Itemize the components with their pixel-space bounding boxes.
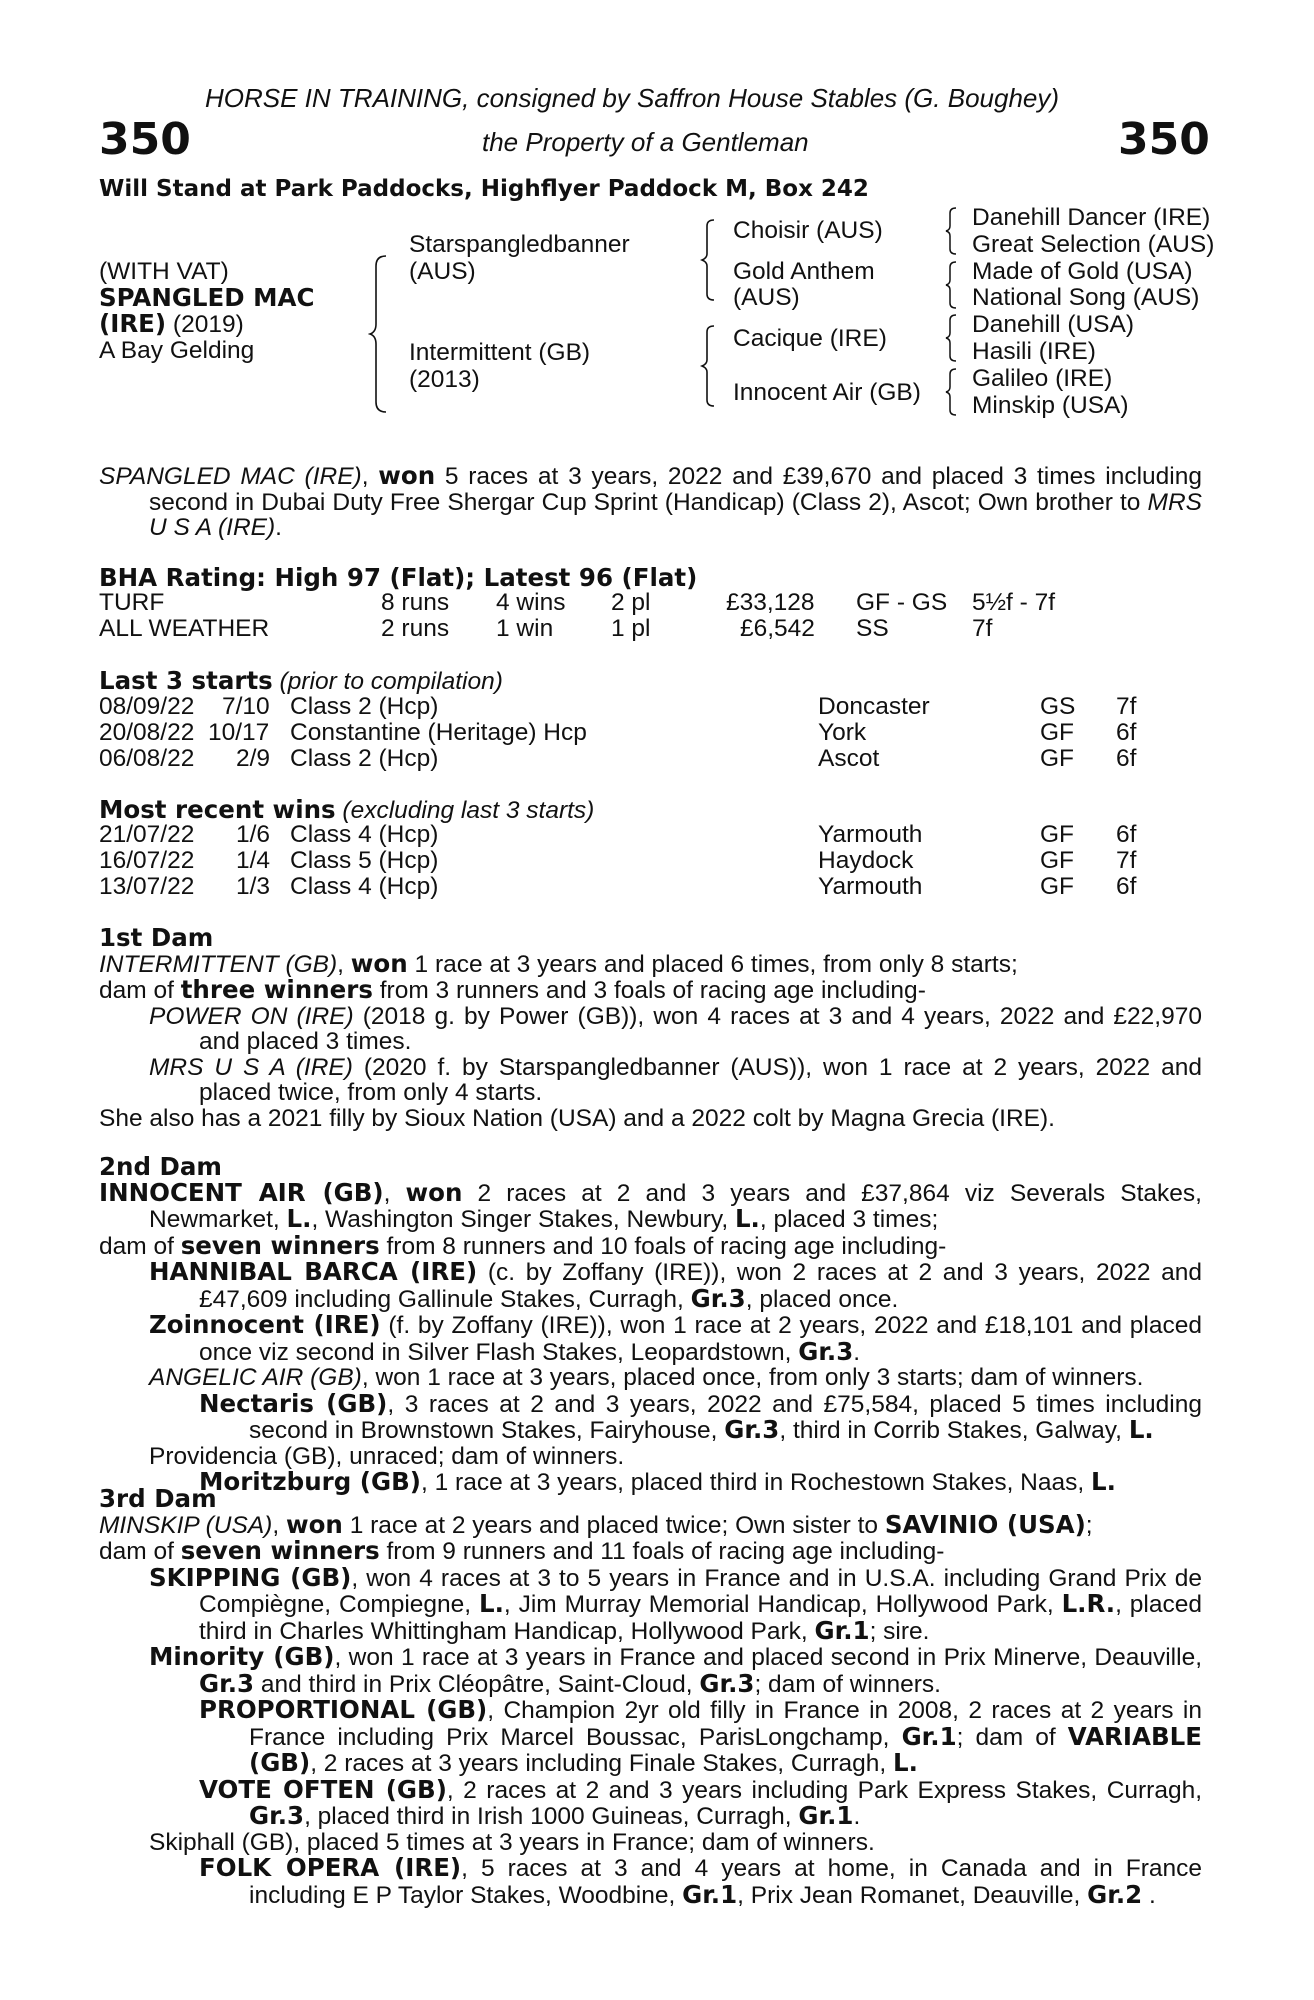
- brace-sire-dam: [368, 254, 398, 414]
- rating-runs: 2 runs: [381, 615, 450, 642]
- start-distance: 6f: [1116, 745, 1137, 772]
- consignment-line: HORSE IN TRAINING, consigned by Saffron House Stables (G. Boughey): [205, 83, 1060, 113]
- location-line: Will Stand at Park Paddocks, Highflyer Paddock M, Box 242: [99, 176, 869, 202]
- ggp-danehill: Danehill (USA): [972, 311, 1135, 338]
- brace-dam-parents: [700, 324, 722, 408]
- horse-description: A Bay Gelding: [99, 337, 255, 364]
- produce-hannibal-barca: HANNIBAL BARCA (IRE) (c. by Zoffany (IRE)), won 2 races at 2 and 3 years, 2022 and £47,609 including Gallinule Stakes, Curragh, Gr.3, placed once.: [149, 1257, 1202, 1313]
- win-going: GF: [1040, 821, 1075, 848]
- produce-proportional: PROPORTIONAL (GB), Champion 2yr old filly in France in 2008, 2 races at 2 years in France including Prix Marcel Boussac, ParisLongchamp, Gr.1; dam of VARIABLE (GB), 2 races at 3 years including Finale Stakes, Curragh, L.: [199, 1695, 1203, 1777]
- win-date: 13/07/22: [99, 873, 195, 900]
- first-dam-record: INTERMITTENT (GB), won 1 race at 3 years and placed 6 times, from only 8 starts;: [99, 948, 1018, 978]
- lot-number-left: 350: [99, 114, 191, 165]
- rating-runs: 8 runs: [381, 589, 450, 616]
- horse-name: SPANGLED MAC: [99, 283, 315, 312]
- brace-gp3: [944, 313, 962, 363]
- start-race: Class 2 (Hcp): [290, 693, 439, 720]
- win-position: 1/6: [236, 821, 271, 848]
- third-dam-section: [99, 1486, 1202, 1908]
- win-distance: 6f: [1116, 821, 1137, 848]
- start-going: GF: [1040, 745, 1075, 772]
- dam-dam: Innocent Air (GB): [733, 379, 921, 406]
- start-course: York: [818, 719, 867, 746]
- start-position: 2/9: [236, 745, 271, 772]
- rating-distance: 7f: [972, 615, 993, 642]
- second-dam-produce: dam of seven winners from 8 runners and 10 foals of racing age including-: [99, 1230, 947, 1260]
- win-distance: 6f: [1116, 873, 1137, 900]
- produce-mrs-usa: MRS U S A (IRE) (2020 f. by Starspangledbanner (AUS)), won 1 race at 2 years, 2022 and placed twice, from only 4 starts.: [149, 1053, 1202, 1106]
- start-date: 08/09/22: [99, 693, 195, 720]
- third-dam-heading: 3rd Dam: [99, 1484, 217, 1513]
- horse-origin-year: (IRE) (2019): [99, 309, 244, 338]
- produce-moritzburg: Moritzburg (GB), 1 race at 3 years, placed third in Rochestown Stakes, Naas, L.: [199, 1467, 1116, 1496]
- brace-sire-parents: [700, 218, 722, 302]
- sire-origin: (AUS): [409, 258, 476, 285]
- vat-label: (WITH VAT): [99, 258, 229, 285]
- dam-year: (2013): [409, 366, 480, 393]
- ggp-galileo: Galileo (IRE): [972, 365, 1113, 392]
- third-dam-record: MINSKIP (USA), won 1 race at 2 years and placed twice; Own sister to SAVINIO (USA);: [99, 1509, 1093, 1539]
- property-line: the Property of a Gentleman: [482, 127, 809, 157]
- sire-dam-origin: (AUS): [733, 284, 800, 311]
- rating-distance: 5½f - 7f: [972, 589, 1056, 616]
- first-dam-also: She also has a 2021 filly by Sioux Nation (USA) and a 2022 colt by Magna Grecia (IRE).: [99, 1104, 1055, 1132]
- rating-placed: 2 pl: [611, 589, 651, 616]
- start-date: 06/08/22: [99, 745, 195, 772]
- rating-wins: 4 wins: [496, 589, 566, 616]
- start-race: Constantine (Heritage) Hcp: [290, 719, 587, 746]
- recent-heading: Most recent wins (excluding last 3 starts): [99, 795, 595, 824]
- sire-name: Starspangledbanner: [409, 231, 630, 258]
- start-position: 10/17: [208, 719, 270, 746]
- ggp-danehill-dancer: Danehill Dancer (IRE): [972, 204, 1211, 231]
- win-race: Class 4 (Hcp): [290, 821, 439, 848]
- win-position: 1/4: [236, 847, 271, 874]
- produce-vote-often: VOTE OFTEN (GB), 2 races at 2 and 3 years including Park Express Stakes, Curragh, Gr.3, placed third in Irish 1000 Guineas, Curragh, Gr.1.: [199, 1774, 1203, 1830]
- first-dam-heading: 1st Dam: [99, 923, 214, 952]
- produce-zoinnocent: Zoinnocent (IRE) (f. by Zoffany (IRE)), won 1 race at 2 years, 2022 and £18,101 and placed once viz second in Silver Flash Stakes, Leopardstown, Gr.3.: [149, 1310, 1202, 1366]
- win-date: 16/07/22: [99, 847, 195, 874]
- produce-skipping: SKIPPING (GB), won 4 races at 3 to 5 years in France and in U.S.A. including Grand Prix de Compiègne, Compiegne, L., Jim Murray Memorial Handicap, Hollywood Park, L.R., placed third in Charles Whittingham Handicap, Hollywood Park, Gr.1; sire.: [149, 1562, 1203, 1645]
- rating-surface: ALL WEATHER: [99, 615, 270, 642]
- second-dam-heading: 2nd Dam: [99, 1152, 222, 1181]
- win-distance: 7f: [1116, 847, 1137, 874]
- start-race: Class 2 (Hcp): [290, 745, 439, 772]
- produce-angelic-air: ANGELIC AIR (GB), won 1 race at 3 years, placed once, from only 3 starts; dam of winners.: [149, 1364, 1144, 1391]
- start-going: GF: [1040, 719, 1075, 746]
- win-course: Yarmouth: [818, 821, 923, 848]
- rating-placed: 1 pl: [611, 615, 651, 642]
- ggp-hasili: Hasili (IRE): [972, 338, 1096, 365]
- second-dam-record: INNOCENT AIR (GB), won 2 races at 2 and 3 years and £37,864 viz Severals Stakes, Newmarket, L., Washington Singer Stakes, Newbury, L., placed 3 times;: [99, 1177, 1202, 1233]
- lot-number-right: 350: [1118, 114, 1210, 165]
- produce-minority: Minority (GB), won 1 race at 3 years in France and placed second in Prix Minerve, Deauville, Gr.3 and third in Prix Cléopâtre, Saint-Cloud, Gr.3; dam of winners.: [149, 1642, 1202, 1698]
- start-course: Doncaster: [818, 693, 930, 720]
- win-position: 1/3: [236, 873, 271, 900]
- first-dam-section: [99, 925, 1202, 1131]
- brace-gp2: [944, 260, 962, 310]
- rating-wins: 1 win: [496, 615, 554, 642]
- ggp-national-song: National Song (AUS): [972, 284, 1200, 311]
- win-going: GF: [1040, 873, 1075, 900]
- dam-sire: Cacique (IRE): [733, 325, 887, 352]
- produce-providencia: Providencia (GB), unraced; dam of winners.: [149, 1442, 625, 1470]
- win-course: Yarmouth: [818, 873, 923, 900]
- produce-nectaris: Nectaris (GB), 3 races at 2 and 3 years, 2022 and £75,584, placed 5 times including second in Brownstown Stakes, Fairyhouse, Gr.3, third in Corrib Stakes, Galway, L.: [199, 1388, 1202, 1444]
- race-summary: SPANGLED MAC (IRE), won 5 races at 3 years, 2022 and £39,670 and placed 3 times including second in Dubai Duty Free Shergar Cup Sprint (Handicap) (Class 2), Ascot; Own brother to MRS U S A (IRE).: [99, 461, 1202, 541]
- last3-heading: Last 3 starts (prior to compilation): [99, 666, 503, 695]
- rating-prize: £33,128: [726, 589, 815, 616]
- produce-skiphall: Skiphall (GB), placed 5 times at 3 years in France; dam of winners.: [149, 1828, 875, 1856]
- win-race: Class 4 (Hcp): [290, 873, 439, 900]
- start-distance: 7f: [1116, 693, 1137, 720]
- start-date: 20/08/22: [99, 719, 195, 746]
- start-going: GS: [1040, 693, 1076, 720]
- ggp-minskip: Minskip (USA): [972, 392, 1129, 419]
- ggp-made-of-gold: Made of Gold (USA): [972, 258, 1193, 285]
- third-dam-produce: dam of seven winners from 9 runners and 11 foals of racing age including-: [99, 1536, 945, 1565]
- win-going: GF: [1040, 847, 1075, 874]
- win-date: 21/07/22: [99, 821, 195, 848]
- start-distance: 6f: [1116, 719, 1137, 746]
- start-course: Ascot: [818, 745, 880, 772]
- rating-going: SS: [856, 615, 889, 642]
- win-course: Haydock: [818, 847, 914, 874]
- start-position: 7/10: [222, 693, 270, 720]
- win-race: Class 5 (Hcp): [290, 847, 439, 874]
- rating-heading: BHA Rating: High 97 (Flat); Latest 96 (Flat): [99, 563, 698, 592]
- brace-gp4: [944, 367, 962, 417]
- rating-surface: TURF: [99, 589, 165, 616]
- dam-name: Intermittent (GB): [409, 339, 591, 366]
- produce-power-on: POWER ON (IRE) (2018 g. by Power (GB)), won 4 races at 3 and 4 years, 2022 and £22,970 and placed 3 times.: [149, 1002, 1202, 1055]
- sire-sire: Choisir (AUS): [733, 217, 883, 244]
- rating-prize: £6,542: [740, 615, 815, 642]
- rating-going: GF - GS: [856, 589, 948, 616]
- sire-dam: Gold Anthem: [733, 258, 875, 285]
- produce-folk-opera: FOLK OPERA (IRE), 5 races at 3 and 4 years at home, in Canada and in France including E P Taylor Stakes, Woodbine, Gr.1, Prix Jean Romanet, Deauville, Gr.2 .: [199, 1853, 1202, 1909]
- second-dam-section: [99, 1154, 1202, 1496]
- ggp-great-selection: Great Selection (AUS): [972, 231, 1215, 258]
- brace-gp1: [944, 206, 962, 256]
- first-dam-produce: dam of three winners from 3 runners and 3 foals of racing age including-: [99, 975, 926, 1004]
